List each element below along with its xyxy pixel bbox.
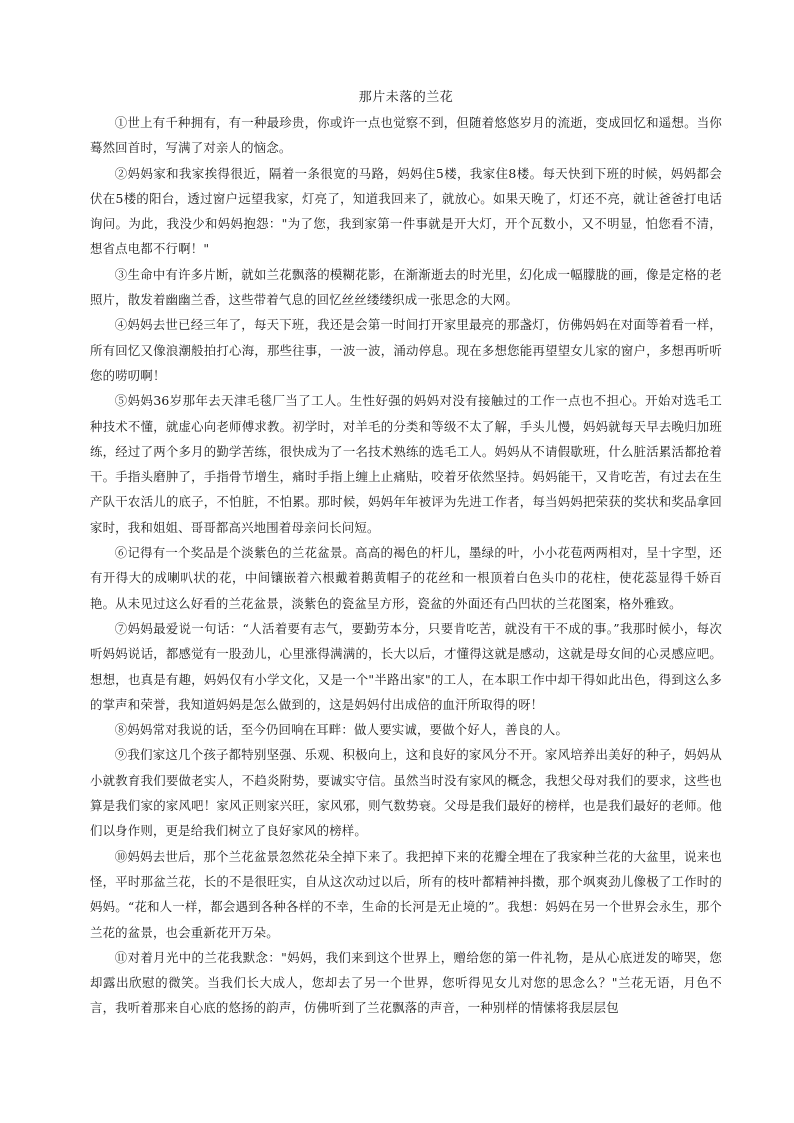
paragraph-6: ⑥记得有一个奖品是个淡紫色的兰花盆景。高高的褐色的杆儿，墨绿的叶，小小花苞两两相对，呈十字型，还有开得大的成喇叭状的花，中间镶嵌着六根戴着鹅黄帽子的花丝和一根顶着白色头巾的花柱，使花蕊显得千娇百艳。从未见过这么好看的兰花盆景，淡紫色的瓷盆呈方形，瓷盆的外面还有凸凹状的兰花图案，格外雅致。 <box>90 545 722 611</box>
paragraph-1: ①世上有千种拥有，有一种最珍贵，你或许一点也觉察不到，但随着悠悠岁月的流逝，变成回忆和遥想。当你蓦然回首时，写满了对亲人的恼念。 <box>90 115 722 156</box>
article-title: 那片未落的兰花 <box>358 90 454 105</box>
paragraph-11: ⑪对着月光中的兰花我默念："妈妈，我们来到这个世界上，赠给您的第一件礼物，是从心底迸发的啼哭，您却露出欣慰的微笑。当我们长大成人，您却去了另一个世界，您听得见女儿对您的思念么？"兰花无语，月色不言，我听着那来自心底的悠扬的韵声，仿佛听到了兰花飘落的声音，一种别样的情愫将我层层包 <box>90 949 722 1016</box>
paragraph-5: ⑤妈妈36岁那年去天津毛毯厂当了工人。生性好强的妈妈对没有接触过的工作一点也不担心。开始对选毛工种技术不懂，就虚心向老师傅求教。初学时，对羊毛的分类和等级不太了解，手头儿慢，妈妈就每天早去晚归加班练，经过了两个多月的勤学苦练，很快成为了一名技术熟练的选毛工人。妈妈从不请假歇班，什么脏活累活都抢着干。手指头磨肿了，手指骨节增生，痛时手指上缠上止痛贴，咬着牙依然坚持。妈妈能干，又肯吃苦，有过去在生产队干农活儿的底子，不怕脏，不怕累。那时候，妈妈年年被评为先进工作者，每当妈妈把荣获的奖状和奖品拿回家时，我和姐姐、哥哥都高兴地围着母亲问长问短。 <box>90 393 722 535</box>
paragraph-10: ⑩妈妈去世后，那个兰花盆景忽然花朵全掉下来了。我把掉下来的花瓣全埋在了我家种兰花的大盆里，说来也怪，平时那盆兰花，长的不是很旺实，自从这次动过以后，所有的枝叶都精神抖擞，那个飒爽劲儿像极了工作时的妈妈。“花和人一样，都会遇到各种各样的不幸，生命的长河是无止境的”。我想：妈妈在另一个世界会永生，那个兰花的盆景，也会重新花开万朵。 <box>90 848 722 940</box>
paragraph-3: ③生命中有许多片断，就如兰花飘落的模糊花影，在渐渐逝去的时光里，幻化成一幅朦胧的画，像是定格的老照片，散发着幽幽兰香，这些带着气息的回忆丝丝缕缕织成一张思念的大网。 <box>90 266 722 308</box>
paragraph-4: ④妈妈去世已经三年了，每天下班，我还是会第一时间打开家里最亮的那盏灯，仿佛妈妈在对面等着看一样，所有回忆又像浪潮般拍打心海，那些往事，一波一波，涌动停息。现在多想您能再望望女儿家的窗户，多想再听听您的唠叨啊！ <box>90 317 722 383</box>
paragraph-9: ⑨我们家这几个孩子都特别坚强、乐观、积极向上，这和良好的家风分不开。家风培养出美好的种子，妈妈从小就教育我们要做老实人，不趋炎附势，要诚实守信。虽然当时没有家风的概念，我想父母对我们的要求，这些也算是我们家的家风吧！家风正则家兴旺，家风邪，则气数势衰。父母是我们最好的榜样，也是我们最好的老师。他们以身作则，更是给我们树立了良好家风的榜样。 <box>90 747 722 839</box>
paragraph-8: ⑧妈妈常对我说的话，至今仍回响在耳畔：做人要实诚，要做个好人，善良的人。 <box>114 722 569 738</box>
paragraph-2: ②妈妈家和我家挨得很近，隔着一条很宽的马路，妈妈住5楼，我家住8楼。每天快到下班的时候，妈妈都会伏在5楼的阳台，透过窗户远望我家，灯亮了，知道我回来了，就放心。如果天晚了，灯还不亮，就让爸爸打电话询问。为此，我没少和妈妈抱怨："为了您，我到家第一件事就是开大灯，开个瓦数小，又不明显，怕您看不清，想省点电都不行啊！" <box>90 165 722 257</box>
document-page <box>90 88 722 1021</box>
paragraph-7: ⑦妈妈最爱说一句话：“人活着要有志气，要勤劳本分，只要肯吃苦，就没有干不成的事。”我那时候小，每次听妈妈说话，都感觉有一股劲儿，心里涨得满满的，长大以后，才懂得这就是感动，这就是母女间的心灵感应吧。想想，也真是有趣，妈妈仅有小学文化，又是一个"半路出家"的工人，在本职工作中却干得如此出色，得到这么多的掌声和荣誉，我知道妈妈是怎么做到的，这是妈妈付出成倍的血汗所取得的呀！ <box>90 620 722 712</box>
